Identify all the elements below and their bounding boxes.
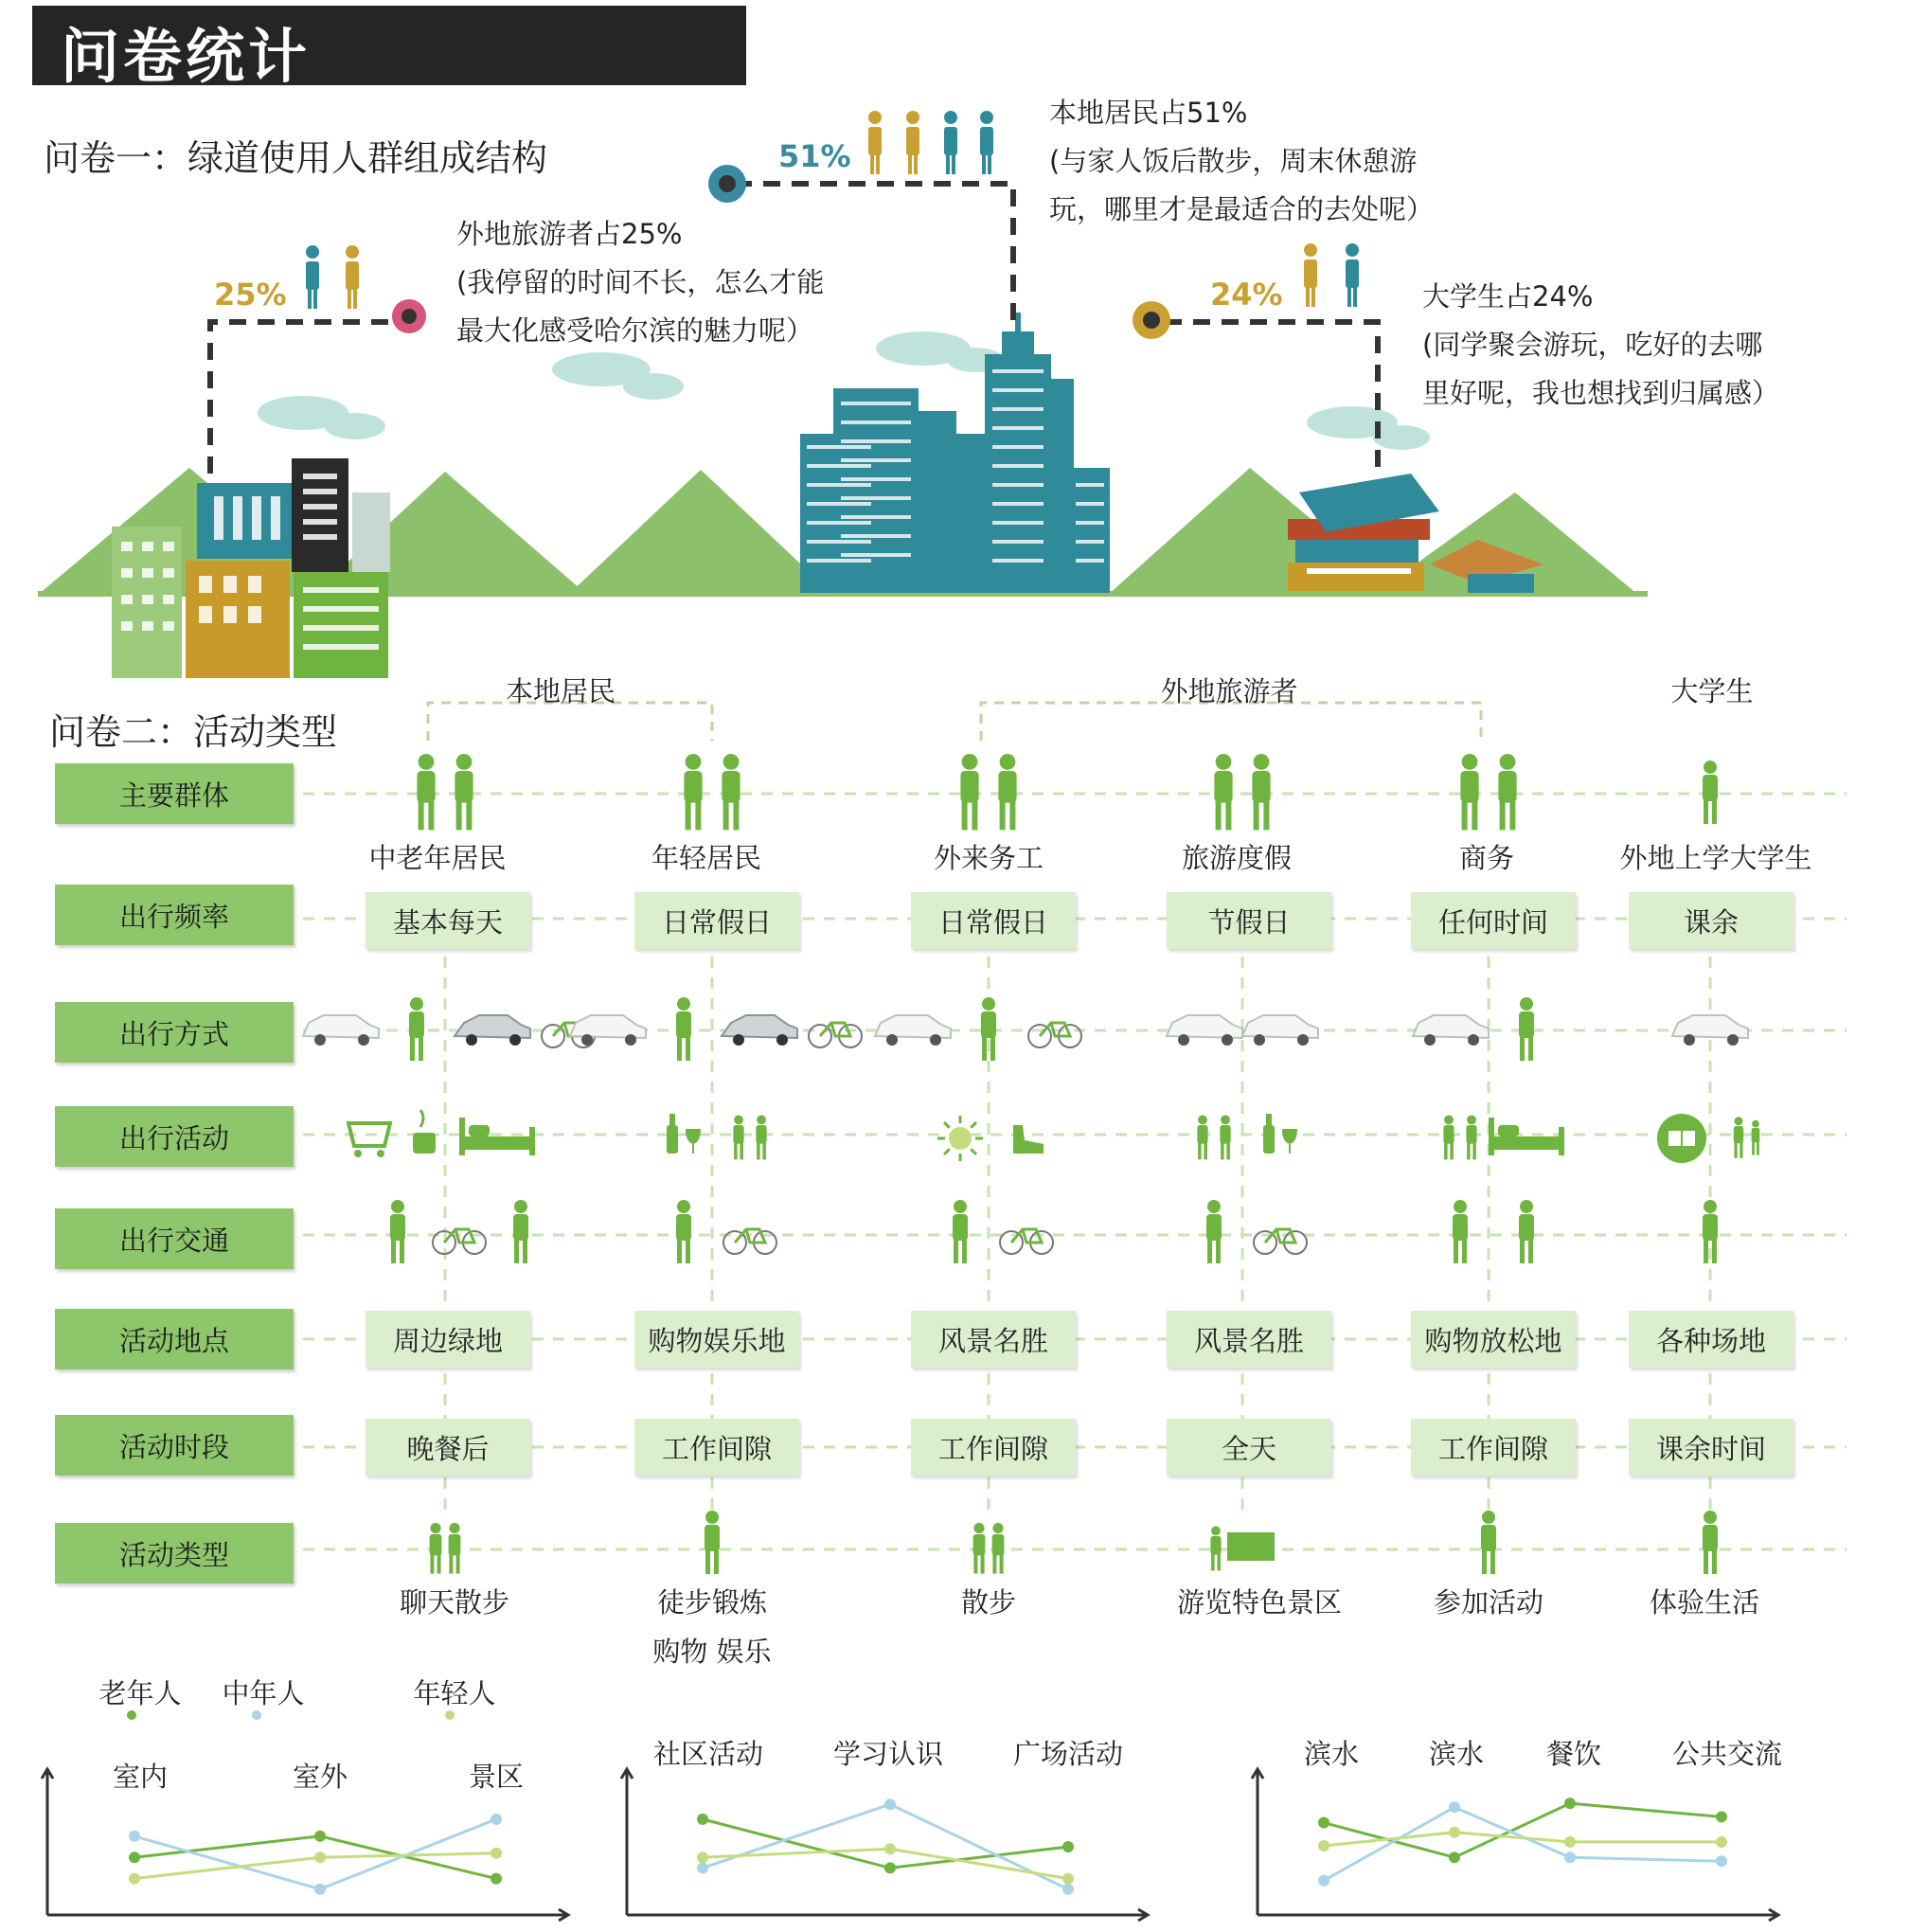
tourists-annotation-line2: (我停留的时间不长，怎么才能 bbox=[456, 266, 825, 298]
series-point-0-1 bbox=[314, 1831, 326, 1842]
frequency-cell-3: 节假日 bbox=[1167, 892, 1331, 949]
chart3-category-3: 公共交流 bbox=[1671, 1738, 1783, 1770]
row-label-frequency: 出行频率 bbox=[55, 885, 294, 945]
series-point-2-2 bbox=[1564, 1836, 1576, 1848]
period-cell-5: 课余时间 bbox=[1629, 1419, 1793, 1476]
residents-annotation-line1: 本地居民占51% bbox=[1049, 97, 1248, 129]
series-point-2-1 bbox=[314, 1852, 326, 1863]
main-group-0: 中老年居民 bbox=[368, 842, 507, 874]
mini-chart-3 bbox=[1252, 1769, 1778, 1921]
series-point-1-3 bbox=[1716, 1855, 1727, 1867]
series-point-1-1 bbox=[314, 1884, 326, 1895]
series-line-0 bbox=[703, 1819, 1068, 1869]
chart3-category-1: 滨水 bbox=[1428, 1738, 1485, 1770]
page-title: 问卷统计 bbox=[61, 22, 312, 91]
residents-annotation-line2: (与家人饭后散步，周末休憩游 bbox=[1049, 145, 1418, 177]
series-point-2-0 bbox=[129, 1873, 140, 1885]
type-label-3: 游览特色景区 bbox=[1176, 1586, 1343, 1619]
tourists-percentage: 25% bbox=[214, 277, 287, 313]
mini-chart-2 bbox=[621, 1769, 1148, 1921]
frequency-cell-2: 日常假日 bbox=[911, 892, 1076, 949]
row-label-type: 活动类型 bbox=[55, 1523, 294, 1583]
students-annotation-line2: (同学聚会游玩，吃好的去哪 bbox=[1422, 329, 1763, 361]
tourists-annotation-line3: 最大化感受哈尔滨的魅力呢） bbox=[456, 314, 814, 347]
legend-middle-aged: 中年人 bbox=[222, 1677, 305, 1709]
type-label-1-extra: 购物 娱乐 bbox=[652, 1636, 772, 1668]
row-label-activity: 出行活动 bbox=[55, 1106, 294, 1167]
residents-annotation-line3: 玩，哪里才是最适合的去处呢） bbox=[1049, 193, 1435, 225]
type-label-2: 散步 bbox=[960, 1586, 1017, 1619]
group-local-residents: 本地居民 bbox=[505, 675, 616, 707]
survey2-heading: 问卷二：活动类型 bbox=[49, 711, 338, 753]
type-label-5: 体验生活 bbox=[1649, 1586, 1760, 1619]
students-percentage: 24% bbox=[1210, 277, 1283, 313]
row-label-period: 活动时段 bbox=[55, 1415, 294, 1476]
chart1-category-2: 景区 bbox=[468, 1761, 525, 1793]
location-cell-1: 购物娱乐地 bbox=[634, 1311, 799, 1368]
type-label-1: 徒步锻炼 bbox=[656, 1586, 768, 1619]
location-cell-5: 各种场地 bbox=[1629, 1311, 1793, 1368]
series-point-0-0 bbox=[129, 1852, 140, 1863]
chart2-category-0: 社区活动 bbox=[652, 1738, 764, 1770]
period-cell-1: 工作间隙 bbox=[634, 1419, 799, 1476]
series-point-1-2 bbox=[1062, 1884, 1074, 1895]
series-point-0-0 bbox=[697, 1814, 708, 1825]
students-annotation-line3: 里好呢，我也想找到归属感） bbox=[1422, 377, 1780, 409]
series-point-1-0 bbox=[1318, 1875, 1329, 1887]
series-line-1 bbox=[1324, 1807, 1722, 1880]
legend-young: 年轻人 bbox=[413, 1677, 496, 1709]
chart1-category-1: 室外 bbox=[292, 1761, 348, 1793]
location-cell-0: 周边绿地 bbox=[366, 1311, 530, 1368]
period-cell-3: 全天 bbox=[1167, 1419, 1331, 1476]
row-label-main-group: 主要群体 bbox=[55, 763, 294, 824]
chart1-category-0: 室内 bbox=[112, 1761, 169, 1793]
series-point-1-1 bbox=[1449, 1801, 1460, 1813]
chart2-category-2: 广场活动 bbox=[1012, 1738, 1124, 1770]
series-point-1-0 bbox=[129, 1831, 140, 1842]
series-point-2-2 bbox=[491, 1848, 502, 1859]
main-group-1: 年轻居民 bbox=[651, 842, 762, 874]
series-point-1-1 bbox=[884, 1798, 896, 1810]
main-group-5: 外地上学大学生 bbox=[1619, 842, 1812, 874]
series-point-2-3 bbox=[1716, 1836, 1727, 1848]
series-point-2-0 bbox=[1318, 1840, 1329, 1852]
students-annotation-line1: 大学生占24% bbox=[1422, 280, 1594, 313]
row-label-transport: 出行交通 bbox=[55, 1208, 294, 1269]
residents-percentage: 51% bbox=[778, 138, 851, 174]
series-point-2-1 bbox=[1449, 1827, 1460, 1838]
series-point-1-2 bbox=[491, 1814, 502, 1825]
series-point-0-3 bbox=[1716, 1811, 1727, 1822]
group-students: 大学生 bbox=[1670, 675, 1754, 707]
period-cell-0: 晚餐后 bbox=[366, 1419, 530, 1476]
series-point-0-2 bbox=[491, 1873, 502, 1885]
period-cell-2: 工作间隙 bbox=[911, 1419, 1076, 1476]
location-cell-2: 风景名胜 bbox=[911, 1311, 1076, 1368]
series-point-1-0 bbox=[697, 1862, 708, 1873]
series-point-2-2 bbox=[1062, 1873, 1074, 1885]
location-cell-3: 风景名胜 bbox=[1167, 1311, 1331, 1368]
series-line-0 bbox=[1324, 1803, 1722, 1857]
series-point-1-2 bbox=[1564, 1852, 1576, 1863]
group-tourists: 外地旅游者 bbox=[1160, 675, 1298, 707]
period-cell-4: 工作间隙 bbox=[1411, 1419, 1576, 1476]
location-cell-4: 购物放松地 bbox=[1411, 1311, 1576, 1368]
tourists-annotation-line1: 外地旅游者占25% bbox=[456, 218, 683, 250]
main-group-4: 商务 bbox=[1458, 842, 1515, 874]
legend-elderly: 老年人 bbox=[98, 1677, 182, 1709]
series-line-2 bbox=[1324, 1833, 1722, 1846]
type-label-4: 参加活动 bbox=[1433, 1586, 1544, 1619]
frequency-cell-0: 基本每天 bbox=[366, 892, 530, 949]
chart3-category-2: 餐饮 bbox=[1545, 1738, 1602, 1770]
frequency-cell-1: 日常假日 bbox=[634, 892, 799, 949]
frequency-cell-4: 任何时间 bbox=[1411, 892, 1576, 949]
survey1-heading: 问卷一：绿道使用人群组成结构 bbox=[44, 137, 548, 179]
series-point-0-1 bbox=[1449, 1852, 1460, 1863]
mini-chart-1 bbox=[42, 1769, 568, 1921]
frequency-cell-5: 课余 bbox=[1629, 892, 1793, 949]
series-point-0-2 bbox=[1564, 1798, 1576, 1809]
row-label-location: 活动地点 bbox=[55, 1309, 294, 1369]
main-group-3: 旅游度假 bbox=[1181, 842, 1293, 874]
type-label-0: 聊天散步 bbox=[399, 1586, 510, 1619]
series-point-0-2 bbox=[1062, 1841, 1074, 1852]
series-point-2-0 bbox=[697, 1852, 708, 1863]
row-label-mode: 出行方式 bbox=[55, 1002, 294, 1063]
main-group-2: 外来务工 bbox=[933, 842, 1044, 874]
series-point-2-1 bbox=[884, 1843, 896, 1854]
chart2-category-1: 学习认识 bbox=[832, 1738, 944, 1770]
series-point-0-1 bbox=[884, 1862, 896, 1873]
series-point-0-0 bbox=[1318, 1817, 1329, 1829]
chart3-category-0: 滨水 bbox=[1303, 1738, 1360, 1770]
